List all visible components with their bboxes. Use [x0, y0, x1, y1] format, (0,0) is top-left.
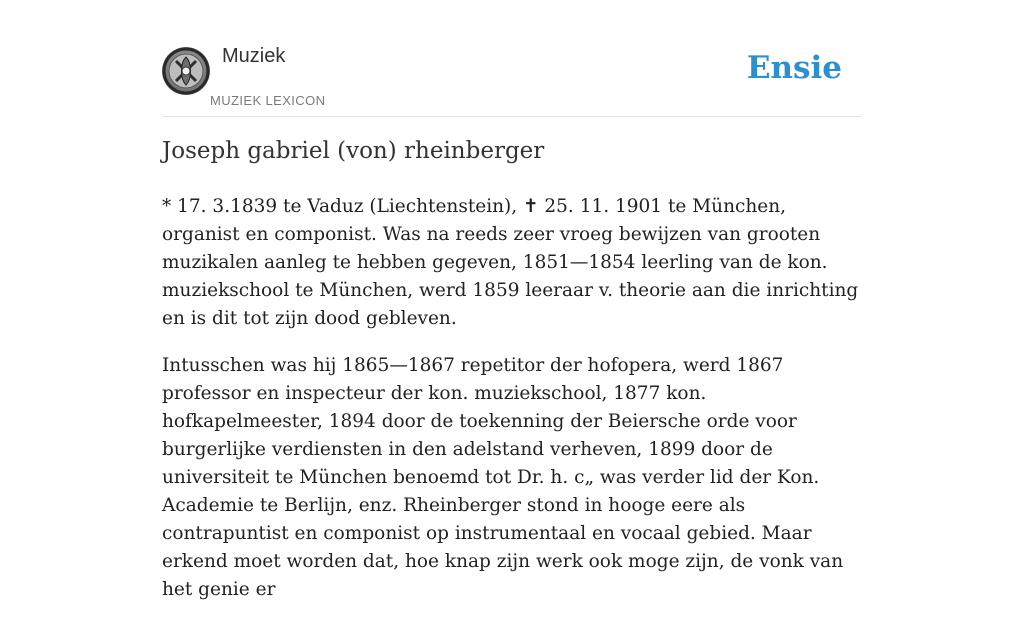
site-subtitle[interactable]: MUZIEK LEXICON	[210, 93, 326, 108]
article-body	[162, 193, 862, 623]
site-header	[162, 40, 862, 117]
site-title[interactable]: Muziek	[222, 45, 286, 67]
brand-logo[interactable]: Ensie	[746, 50, 842, 86]
article-title: Joseph gabriel (von) rheinberger	[162, 138, 545, 164]
music-emblem-icon[interactable]	[162, 47, 210, 95]
article-paragraph: Intusschen was hij 1865—1867 repetitor der hofopera, werd 1867 professor en inspecteur der kon. muziekschool, 1877 kon. hofkapelmeester, 1894 door de toekenning der Beiersche orde voor burgerlijke verdiensten in den adelstand verheven, 1899 door de universiteit te München benoemd tot Dr. h. c„ was verder lid der Kon. Academie te Berlijn, enz. Rheinberger stond in hooge eere als contrapuntist en componist op instrumentaal en vocaal gebied. Maar erkend moet worden dat, hoe knap zijn werk ook moge zijn, de vonk van het genie er	[162, 355, 844, 600]
article-paragraph: * 17. 3.1839 te Vaduz (Liechtenstein), ✝ 25. 11. 1901 te München, organist en componist. Was na reeds zeer vroeg bewijzen van grooten muzikalen aanleg te hebben gegeven, 1851—1854 leerling van de kon. muziekschool te München, werd 1859 leeraar v. theorie aan die inrichting en is dit tot zijn dood gebleven.	[162, 196, 859, 329]
